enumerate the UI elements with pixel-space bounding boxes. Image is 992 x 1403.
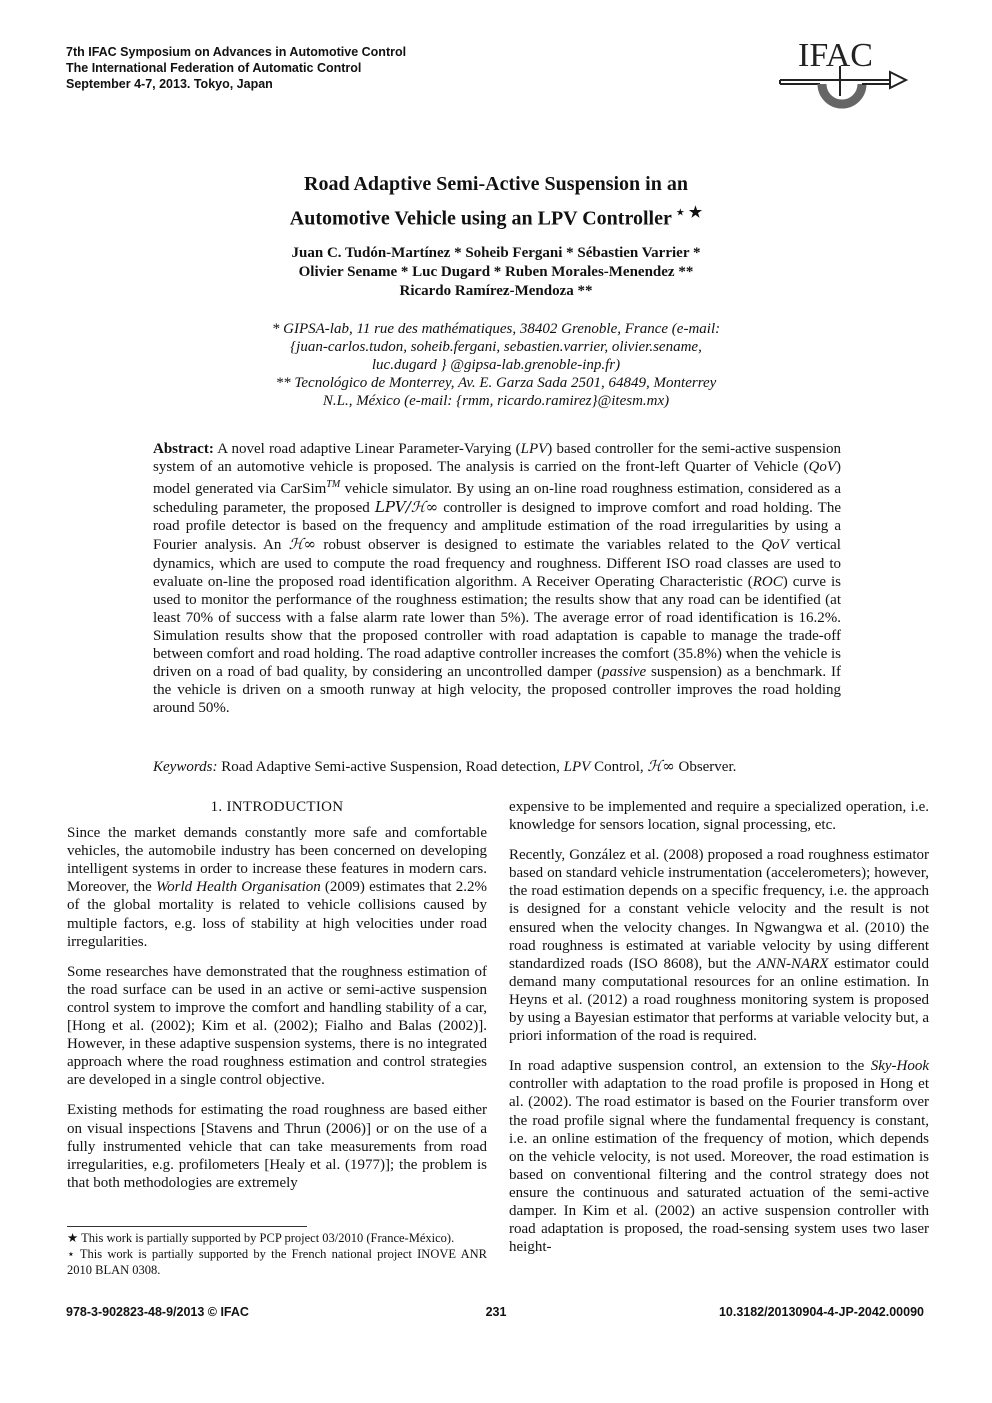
ifac-logo-graphic [772, 36, 912, 128]
abstract-text: ) model generated via CarSim [153, 459, 841, 498]
affiliation-2-line-1: ** Tecnológico de Monterrey, Av. E. Garza Sada 2501, 64849, Monterrey [275, 375, 717, 391]
abstract-term: LPV/ℋ∞ [374, 498, 439, 517]
footnote-divider [67, 1226, 307, 1227]
header-line-1: 7th IFAC Symposium on Advances in Automotive Control [66, 45, 407, 59]
affiliation-1-line-3: luc.dugard } @gipsa-lab.grenoble-inp.fr) [371, 357, 621, 373]
intro-paragraph-2: Some researches have demonstrated that the roughness estimation of the road surface can be used in an active or semi-active suspension control system to improve the comfort and handling stability of a car, [Hong et al. (2002); Kim et al. (2002); Fialho and Balas (2002)]. However, in these adaptive suspension systems, there is no integrated approach where the road roughness estimation and control strategies are developed in a single control objective. [67, 963, 487, 1089]
left-column [67, 798, 487, 1204]
right-column [509, 798, 929, 1268]
abstract-text: vertical dynamics, which are used to compute the road frequency and roughness. Different ISO road classes are used to evaluate on-line the proposed road identification algorithm. A Receiver Operating Characteristic ( [153, 537, 841, 590]
title-footnote-marks: ⋆ ★ [671, 205, 703, 221]
affiliation-1-line-2: {juan-carlos.tudon, soheib.fergani, sebastien.varrier, olivier.sename, [290, 339, 702, 355]
paragraph-text: In road adaptive suspension control, an extension to the [509, 1058, 871, 1075]
ifac-logo [772, 36, 912, 128]
paragraph-text: controller with adaptation to the road profile is proposed in Hong et al. (2002). The road estimator is based on the Fourier transform over the road profile signal where the fundamental frequency is constant, i.e. an online estimation of the frequency of motion, which depends on the vehicle velocity, is not used. Moreover, the road estimation is based on conventional filtering and the control strategy does not ensure the continuous and saturated actuation of the semi-active damper. In Kim et al. (2002) an active suspension controller with road adaptation is proposed, the road-sensing system uses two laser height- [509, 1076, 929, 1256]
abstract-text: A novel road adaptive Linear Parameter-Varying ( [213, 441, 521, 457]
footnote-2: ⋆ This work is partially supported by the French national project INOVE ANR 2010 BLAN 0308. [67, 1247, 487, 1277]
keywords-text: Control, [590, 759, 648, 775]
keywords-term: ℋ∞ [647, 757, 675, 775]
header-line-2: The International Federation of Automatic Control [66, 61, 362, 75]
abstract-label: Abstract: [153, 441, 214, 457]
title-line-2-text: Automotive Vehicle using an LPV Controller [289, 207, 672, 230]
footer-isbn: 978-3-902823-48-9/2013 © IFAC [66, 1305, 249, 1319]
abstract-term: LPV [520, 441, 548, 457]
affiliation-2-line-2: N.L., México (e-mail: {rmm, ricardo.ramirez}@itesm.mx) [322, 393, 670, 409]
abstract-term: QoV [761, 537, 789, 554]
title-line-2 [150, 199, 842, 234]
footnotes [67, 1230, 487, 1278]
abstract-text: ) curve is used to monitor the performance of the roughness estimation; the results show that any road can be identified (at least 70% of success with a false alarm rate lower than 5%). The average error of road identification is 16.2%. Simulation results show that the proposed controller with road adaptation is capable to manage the trade-off between comfort and road holding. The road adaptive controller increases the comfort (35.8%) when the vehicle is driven on a road of bad quality, by considering an uncontrolled damper ( [153, 573, 841, 681]
authors-line-2: Olivier Sename * Luc Dugard * Ruben Morales-Menendez ** [298, 264, 694, 280]
authors-line-1: Juan C. Tudón-Martínez * Soheib Fergani * Sébastien Varrier * [291, 245, 701, 261]
paragraph-text: Recently, González et al. (2008) proposed a road roughness estimator based on standard vehicle instrumentation (accelerometers); however, the road estimation depends on a specific frequency, i.e. the approach is designed for a constant vehicle velocity and the result is not ensured when the velocity changes. In Ngwangwa et al. (2010) the road roughness is estimated at variable velocity by using different standardized roads (ISO 8608), but the [509, 847, 929, 972]
trademark: TM [326, 479, 341, 491]
affiliation-1-line-1: * GIPSA-lab, 11 rue des mathématiques, 38402 Grenoble, France (e-mail: [271, 321, 721, 337]
abstract-term: ℋ∞ [288, 535, 317, 554]
authors-line-3: Ricardo Ramírez-Mendoza ** [399, 283, 593, 299]
abstract-text: suspension) as a benchmark. If the vehicle is driven on a smooth runway at high velocity, the proposed controller improves the road holding around 50%. [153, 664, 841, 717]
intro-paragraph-6 [509, 1057, 929, 1256]
author-list [150, 244, 842, 301]
affiliations [150, 320, 842, 410]
abstract-text: robust observer is designed to estimate the variables related to the [316, 537, 762, 554]
intro-paragraph-5 [509, 846, 929, 1045]
intro-paragraph-1 [67, 824, 487, 951]
title-line-1: Road Adaptive Semi-Active Suspension in an [304, 173, 688, 195]
footer-doi: 10.3182/20130904-4-JP-2042.00090 [718, 1305, 924, 1319]
abstract [153, 440, 841, 717]
page-number: 231 [485, 1305, 507, 1319]
intro-paragraph-3: Existing methods for estimating the road roughness are based either on visual inspections [Stavens and Thrun (2006)] or on the use of a fully instrumented vehicle that can take measurements from road irregularities, e.g. profilometers [Healy et al. (1977)]; the problem is that both methodologies are extremely [67, 1102, 487, 1191]
section-heading: 1. INTRODUCTION [210, 799, 344, 815]
keywords-label: Keywords: [153, 759, 218, 775]
conference-header [66, 44, 406, 92]
abstract-term: passive [601, 664, 647, 681]
abstract-text: vehicle simulator. By using an on-line road roughness estimation, considered as a scheduling parameter, the proposed [153, 481, 841, 517]
logo-text: IFAC [798, 37, 873, 74]
paragraph-text: (2009) estimates that 2.2% of the global mortality is related to vehicle collisions caused by multiple factors, e.g. loss of stability at high velocities under road irregularities. [67, 879, 488, 950]
paragraph-text: Since the market demands constantly more safe and comfortable vehicles, the automobile industry has been concerned on developing intelligent systems in order to increase these features in modern cars. Moreover, the [67, 825, 487, 896]
paragraph-term: World Health Organisation [155, 879, 321, 896]
header-line-3: September 4-7, 2013. Tokyo, Japan [66, 77, 273, 91]
footnote-1: ★ This work is partially supported by PCP project 03/2010 (France-México). [67, 1231, 455, 1245]
paragraph-text: estimator could demand many computational resources for an online estimation. In Heyns et al. (2012) a road roughness monitoring system is proposed by using a Bayesian estimator that performs at variable velocity but, a priori information of the road is required. [509, 955, 929, 1045]
abstract-text: controller is designed to improve comfort and road holding. The road profile detector is based on the frequency and amplitude estimation of the road irregularities by using a Fourier analysis. An [153, 500, 841, 554]
keywords-text: Observer. [674, 759, 737, 775]
abstract-term: ROC [752, 573, 783, 590]
abstract-term: QoV [808, 459, 836, 476]
keywords-term: LPV [563, 759, 591, 775]
intro-paragraph-4: expensive to be implemented and require a specialized operation, i.e. knowledge for sensors location, signal processing, etc. [509, 799, 929, 834]
paper-title [150, 170, 842, 234]
paragraph-term: Sky-Hook [870, 1058, 929, 1075]
keywords [153, 757, 841, 776]
paragraph-term: ANN-NARX [756, 955, 829, 972]
abstract-text: ) based controller for the semi-active suspension system of an automotive vehicle is proposed. The analysis is carried on the front-left Quarter of Vehicle ( [153, 441, 841, 476]
keywords-text: Road Adaptive Semi-active Suspension, Road detection, [217, 759, 564, 775]
